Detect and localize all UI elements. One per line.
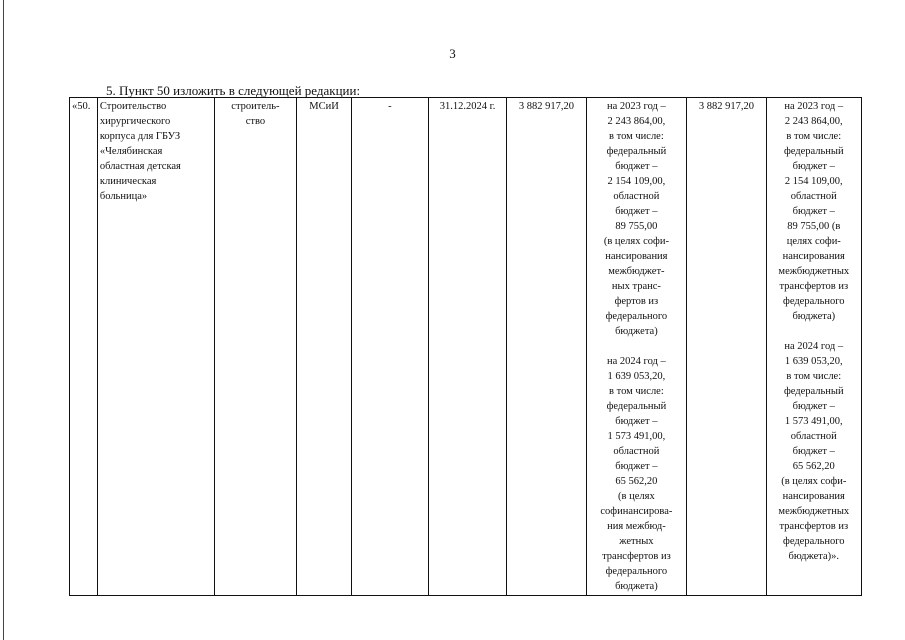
table-row xyxy=(70,98,862,596)
page-number: 3 xyxy=(449,46,456,61)
cell-item-number xyxy=(70,98,98,596)
item-number: «50. xyxy=(72,101,91,112)
funding-2023: на 2023 год – 2 243 864,00, в том числе: федеральный бюджет – 2 154 109,00, областной бюджет – 89 755,00 (в целях софи- нансирования межбюджет- ных транс- фертов из федерального бюджета) xyxy=(603,101,669,337)
amendment-instruction: 5. Пункт 50 изложить в следующей редакции: xyxy=(106,83,361,98)
scan-edge-line xyxy=(3,0,4,640)
work-type: строитель- ство xyxy=(231,101,280,127)
cell-object-name xyxy=(97,98,214,596)
cell-empty-dash xyxy=(351,98,428,596)
cell-deadline xyxy=(429,98,507,596)
cell-funding-breakdown-2 xyxy=(766,98,861,596)
cell-customer xyxy=(297,98,352,596)
cell-funding-breakdown-1 xyxy=(586,98,687,596)
cost-total: 3 882 917,20 xyxy=(518,101,574,112)
amendment-table xyxy=(69,97,862,596)
funding-2023-b: на 2023 год – 2 243 864,00, в том числе: федеральный бюджет – 2 154 109,00, областной бюджет – 89 755,00 (в целях софи- нансирования межбюджетных трансфертов из федерального бюджета) xyxy=(778,101,850,322)
deadline: 31.12.2024 г. xyxy=(439,101,496,112)
cell-cost-total xyxy=(507,98,586,596)
dash-value: - xyxy=(388,101,392,112)
funding-2024: на 2024 год – 1 639 053,20, в том числе: федеральный бюджет – 1 573 491,00, областной бюджет – 65 562,20 (в целях софинансирова- ния межбюд- жетных трансфертов из федерального бюджета) xyxy=(600,356,673,592)
cost-total-2: 3 882 917,20 xyxy=(698,101,754,112)
cell-cost-total-2 xyxy=(687,98,766,596)
funding-2024-b: на 2024 год – 1 639 053,20, в том числе: федеральный бюджет – 1 573 491,00, областной бюджет – 65 562,20 (в целях софи- нансирования межбюджетных трансфертов из федерального бюджета)». xyxy=(778,341,850,562)
object-name: Строительство хирургического корпуса для ГБУЗ «Челябинская областная детская клиническая больница» xyxy=(99,101,181,202)
cell-work-type xyxy=(214,98,297,596)
customer: МСиИ xyxy=(309,101,339,112)
